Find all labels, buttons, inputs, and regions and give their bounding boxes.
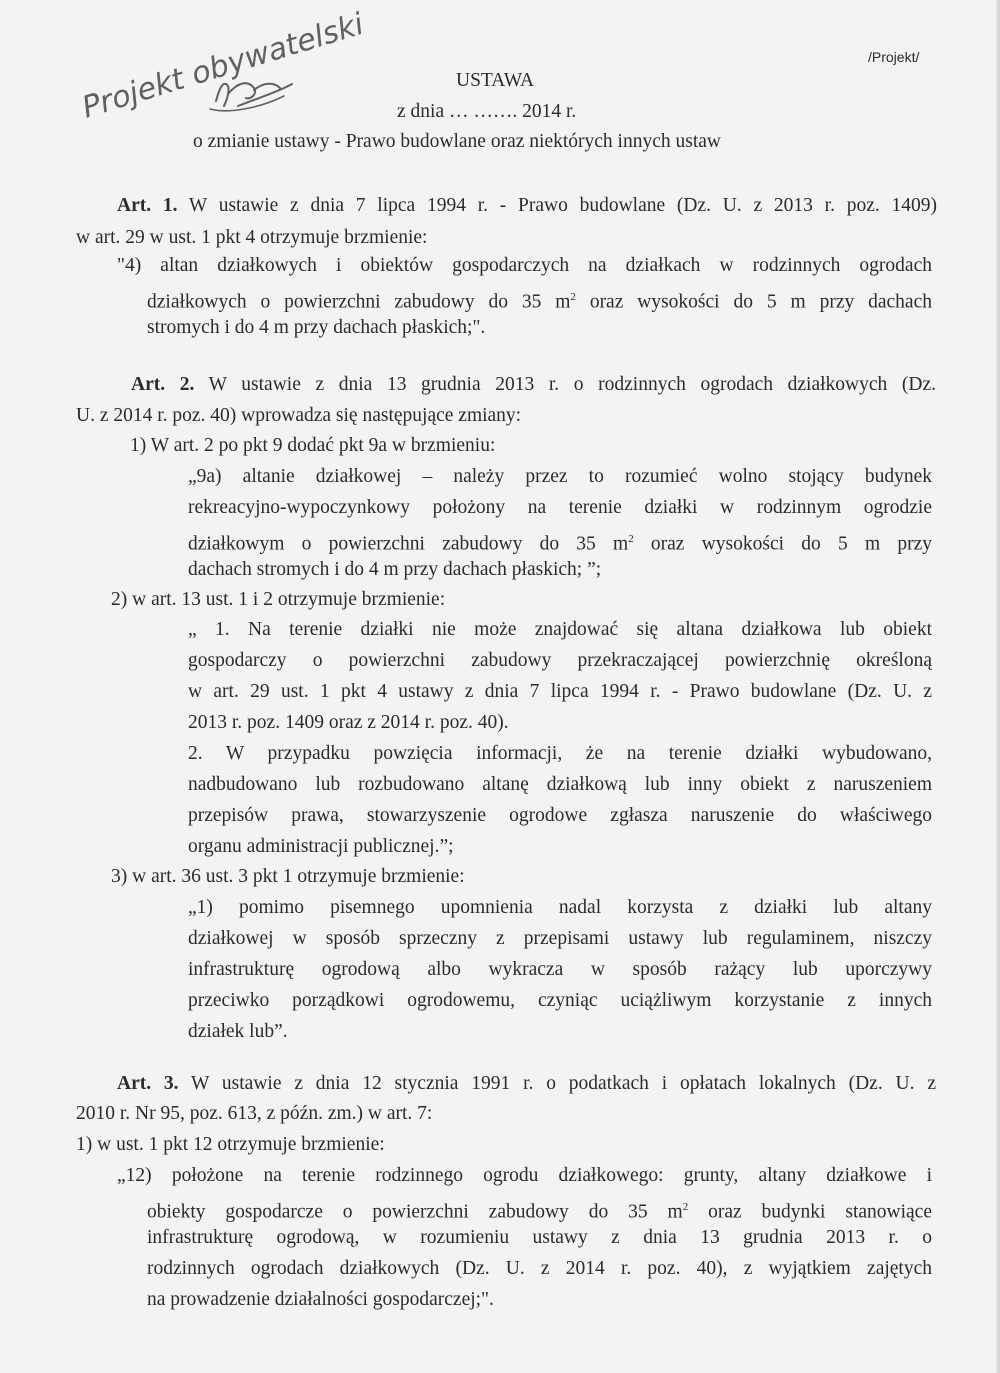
art1-quote-line1: "4) altan działkowych i obiektów gospodarczych na działkach w rodzinnych ogrodach: [117, 255, 932, 276]
stamp-text: Projekt obywatelski: [78, 6, 368, 126]
art3-quote1: „12) położone na terenie rodzinnego ogrodu działkowego: grunty, altany działkowe i: [117, 1165, 932, 1186]
art2-p1-quote4: dachach stromych i do 4 m przy dachach płaskich; ”;: [188, 559, 602, 580]
art2-point1: 1) W art. 2 po pkt 9 dodać pkt 9a w brzmieniu:: [130, 435, 496, 456]
art2-p3-quote2: działkowej w sposób sprzeczny z przepisami ustawy lub regulaminem, niszczy: [188, 928, 932, 949]
art1-line2: w art. 29 w ust. 1 pkt 4 otrzymuje brzmienie:: [76, 227, 428, 248]
art3-quote3: infrastrukturę ogrodową, w rozumieniu ustawy z dnia 13 grudnia 2013 r. o: [147, 1227, 932, 1248]
art2-p2-quote5: 2. W przypadku powzięcia informacji, że na terenie działki wybudowano,: [188, 743, 932, 764]
art2-p1-quote1: „9a) altanie działkowej – należy przez to rozumieć wolno stojący budynek: [188, 466, 932, 487]
art2-p3-quote4: przeciwko porządkowi ogrodowemu, czyniąc uciążliwym korzystanie z innych: [188, 990, 932, 1011]
act-date: z dnia … ……. 2014 r.: [397, 101, 577, 122]
art2-p1-quote3: działkowym o powierzchni zabudowy do 35 $m^2$ oraz wysokości do 5 m przy: [188, 533, 932, 555]
art2-point2: 2) w art. 13 ust. 1 i 2 otrzymuje brzmienie:: [111, 589, 446, 610]
art2-label: Art. 2.: [131, 374, 195, 395]
art2-line2: U. z 2014 r. poz. 40) wprowadza się następujące zmiany:: [76, 405, 522, 426]
art2-point3: 3) w art. 36 ust. 3 pkt 1 otrzymuje brzmienie:: [111, 866, 465, 887]
scan-edge: [996, 0, 1000, 1373]
art2-p3-quote1: „1) pomimo pisemnego upomnienia nadal korzysta z działki lub altany: [188, 897, 932, 918]
art3-label: Art. 3.: [117, 1073, 179, 1094]
art3-point1: 1) w ust. 1 pkt 12 otrzymuje brzmienie:: [76, 1134, 385, 1155]
art3-quote2: obiekty gospodarcze o powierzchni zabudowy do 35 $m^2$ oraz budynki stanowiące: [147, 1201, 932, 1223]
act-subject: o zmianie ustawy - Prawo budowlane oraz niektórych innych ustaw: [193, 131, 721, 152]
art2-p1-quote2: rekreacyjno-wypoczynkowy położony na terenie działki w rodzinnym ogrodzie: [188, 497, 932, 518]
art2-line1: Art. 2. W ustawie z dnia 13 grudnia 2013 r. o rodzinnych ogrodach działkowych (Dz.: [131, 374, 937, 395]
art2-p2-quote1: „ 1. Na terenie działki nie może znajdować się altana działkowa lub obiekt: [188, 619, 932, 640]
art1-label: Art. 1.: [117, 195, 178, 216]
art2-p2-quote8: organu administracji publicznej.”;: [188, 836, 454, 857]
art2-p2-quote7: przepisów prawa, stowarzyszenie ogrodowe zgłasza naruszenie do właściwego: [188, 805, 932, 826]
art3-quote4: rodzinnych ogrodach działkowych (Dz. U. z 2014 r. poz. 40), z wyjątkiem zajętych: [147, 1258, 932, 1279]
art1-quote-line2: działkowych o powierzchni zabudowy do 35 $m^2$ oraz wysokości do 5 m przy dachach: [147, 291, 932, 313]
handwritten-annotation: [78, 6, 378, 141]
art1-quote-line3: stromych i do 4 m przy dachach płaskich;".: [147, 317, 486, 338]
act-title: USTAWA: [456, 70, 535, 91]
art2-p2-quote2: gospodarczy o powierzchni zabudowy przekraczającej powierzchnię określoną: [188, 650, 932, 671]
art3-line2: 2010 r. Nr 95, poz. 613, z późn. zm.) w art. 7:: [76, 1103, 433, 1124]
art2-p2-quote3: w art. 29 ust. 1 pkt 4 ustawy z dnia 7 lipca 1994 r. - Prawo budowlane (Dz. U. z: [188, 681, 932, 702]
art2-p2-quote6: nadbudowano lub rozbudowano altanę działkową lub inny obiekt z naruszeniem: [188, 774, 932, 795]
art1-line1: Art. 1. W ustawie z dnia 7 lipca 1994 r. - Prawo budowlane (Dz. U. z 2013 r. poz. 1409): [117, 195, 937, 216]
art2-p2-quote4: 2013 r. poz. 1409 oraz z 2014 r. poz. 40).: [188, 712, 509, 733]
signature-scribble-icon: [78, 6, 378, 136]
art2-p3-quote5: działek lub”.: [188, 1021, 288, 1042]
art3-line1: Art. 3. W ustawie z dnia 12 stycznia 1991 r. o podatkach i opłatach lokalnych (Dz. U. z: [117, 1073, 936, 1094]
project-tag: /Projekt/: [868, 49, 920, 65]
art3-quote5: na prowadzenie działalności gospodarczej;".: [147, 1289, 494, 1310]
art2-p3-quote3: infrastrukturę ogrodową albo wykracza w sposób rażący lub uporczywy: [188, 959, 932, 980]
